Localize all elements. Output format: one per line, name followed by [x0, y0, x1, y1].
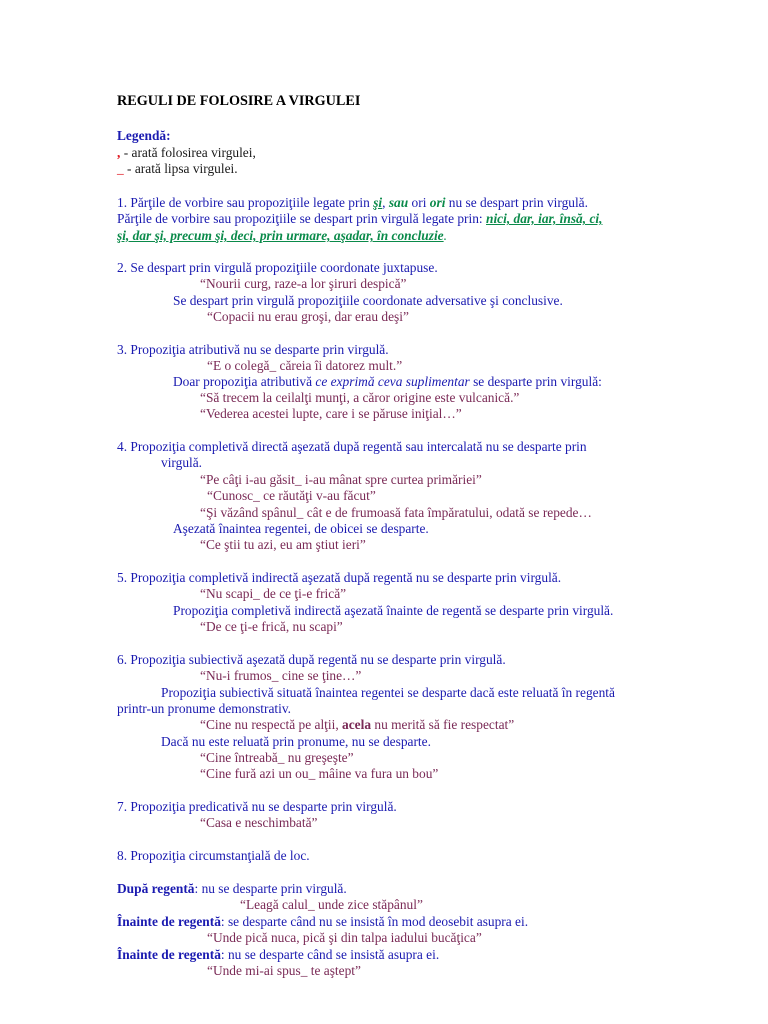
example-5-1: “Nu scapi_ de ce ţi-e frică”	[200, 586, 347, 601]
rule-8-after-label: După regentă	[117, 881, 195, 896]
example-6-4: “Cine fură azi un ou_ mâine va fura un bou”	[200, 766, 439, 781]
rule-5: 5. Propoziţia completivă indirectă aşezată după regentă nu se desparte prin virgulă.	[117, 570, 562, 585]
rule-8: 8. Propoziţia circumstanţială de loc.	[117, 848, 310, 863]
legend-comma-line	[117, 145, 256, 161]
example-6-2	[200, 717, 514, 733]
conjunction-sau: sau	[388, 195, 409, 210]
rule-7: 7. Propoziţia predicativă nu se desparte prin virgulă.	[117, 799, 397, 814]
example-4-1: “Pe câţi i-au găsit_ i-au mânat spre curtea primăriei”	[200, 472, 482, 487]
rule-1-text: 1. Părţile de vorbire sau propoziţiile legate prin	[117, 195, 374, 210]
example-8-3: “Unde mi-ai spus_ te aştept”	[207, 963, 361, 978]
example-8-1: “Leagă calul_ unde zice stăpânul”	[240, 897, 423, 912]
rule-4-line-2: virgulă.	[161, 455, 203, 470]
example-3-2: “Să trecem la ceilalţi munţi, a căror origine este vulcanică.”	[200, 390, 520, 405]
rule-3b	[173, 374, 602, 390]
conjunction-list-1: nici, dar, iar, însă, ci,	[486, 211, 603, 226]
example-6-1: “Nu-i frumos_ cine se ţine…”	[200, 668, 362, 683]
rule-6b-line-1: Propoziţia subiectivă situată înaintea regentei se desparte dacă este reluată în regentă	[161, 685, 615, 700]
rule-1-ori-text: ori	[408, 195, 430, 210]
example-8-2: “Unde pică nuca, pică şi din talpa iadului bucăţica”	[207, 930, 482, 945]
example-4-4: “Ce ştii tu azi, eu am ştiut ieri”	[200, 537, 366, 552]
rule-8-before-2-text: : nu se desparte când se insistă asupra ei.	[220, 947, 440, 962]
rule-2: 2. Se despart prin virgulă propoziţiile coordonate juxtapuse.	[117, 260, 438, 275]
rule-8-before-1-text: : se desparte când nu se insistă în mod deosebit asupra ei.	[220, 914, 529, 929]
legend-comma-text: - arată folosirea virgulei,	[120, 145, 256, 160]
rule-1-sep: ,	[382, 195, 389, 210]
conjunction-si: şi	[373, 195, 383, 210]
rule-6: 6. Propoziţia subiectivă aşezată după regentă nu se desparte prin virgulă.	[117, 652, 506, 667]
example-2-1: “Nourii curg, raze-a lor şiruri despică”	[200, 276, 407, 291]
example-6-2-start: “Cine nu respectă pe alţii,	[200, 717, 343, 732]
rule-3b-end: se desparte prin virgulă:	[469, 374, 602, 389]
rule-3: 3. Propoziţia atributivă nu se desparte prin virgulă.	[117, 342, 389, 357]
rule-5b: Propoziţia completivă indirectă aşezată înainte de regentă se desparte prin virgulă.	[173, 603, 614, 618]
rule-3b-italic: ce exprimă ceva suplimentar	[315, 374, 470, 389]
rule-1b-text: Părţile de vorbire sau propoziţiile se despart prin virgulă legate prin:	[117, 211, 487, 226]
page-title: REGULI DE FOLOSIRE A VIRGULEI	[117, 93, 361, 109]
example-6-2-pronoun: acela	[342, 717, 372, 732]
rule-8-before-1	[117, 914, 528, 930]
example-2-2: “Copacii nu erau groşi, dar erau deşi”	[207, 309, 409, 324]
rule-1-line-3	[117, 228, 447, 244]
example-6-3: “Cine întreabă_ nu greşeşte”	[200, 750, 354, 765]
example-3-1: “E o colegă_ căreia îi datorez mult.”	[207, 358, 403, 373]
example-4-3: “Şi văzând spânul_ cât e de frumoasă fata împăratului, odată se repede…	[200, 505, 592, 520]
rule-8-before-1-label: Înainte de regentă	[117, 914, 221, 929]
blank-symbol: _	[117, 161, 124, 176]
rule-8-before-2-label: Înainte de regentă	[117, 947, 221, 962]
example-3-3: “Vederea acestei lupte, care i se păruse iniţial…”	[200, 406, 462, 421]
example-7-1: “Casa e neschimbată”	[200, 815, 318, 830]
rule-1-period: .	[443, 228, 447, 243]
rule-1-line-2	[117, 211, 602, 227]
example-6-2-end: nu merită să fie respectat”	[371, 717, 515, 732]
comma-symbol: ,	[117, 145, 121, 160]
rule-1-line-1	[117, 195, 588, 211]
rule-6b-line-2: printr-un pronume demonstrativ.	[117, 701, 292, 716]
legend-blank-line	[117, 161, 238, 177]
example-4-2: “Cunosc_ ce răutăţi v-au făcut”	[207, 488, 376, 503]
legend-heading: Legendă:	[117, 128, 171, 143]
conjunction-list-2: şi, dar şi, precum şi, deci, prin urmare, aşadar, în concluzie	[117, 228, 444, 243]
example-5-2: “De ce ţi-e frică, nu scapi”	[200, 619, 343, 634]
rule-2b: Se despart prin virgulă propoziţiile coordonate adversative şi conclusive.	[173, 293, 563, 308]
rule-4b: Aşezată înaintea regentei, de obicei se desparte.	[173, 521, 429, 536]
rule-8-before-2	[117, 947, 439, 963]
rule-3b-text: Doar propoziţia atributivă	[173, 374, 316, 389]
conjunction-ori: ori	[429, 195, 446, 210]
legend-blank-text: - arată lipsa virgulei.	[123, 161, 238, 176]
rule-4-line-1: 4. Propoziţia completivă directă aşezată după regentă sau intercalată nu se desparte prin	[117, 439, 587, 454]
rule-1-end: nu se despart prin virgulă.	[445, 195, 588, 210]
rule-6c: Dacă nu este reluată prin pronume, nu se desparte.	[161, 734, 431, 749]
rule-8-after-text: : nu se desparte prin virgulă.	[194, 881, 347, 896]
rule-8-after	[117, 881, 347, 897]
